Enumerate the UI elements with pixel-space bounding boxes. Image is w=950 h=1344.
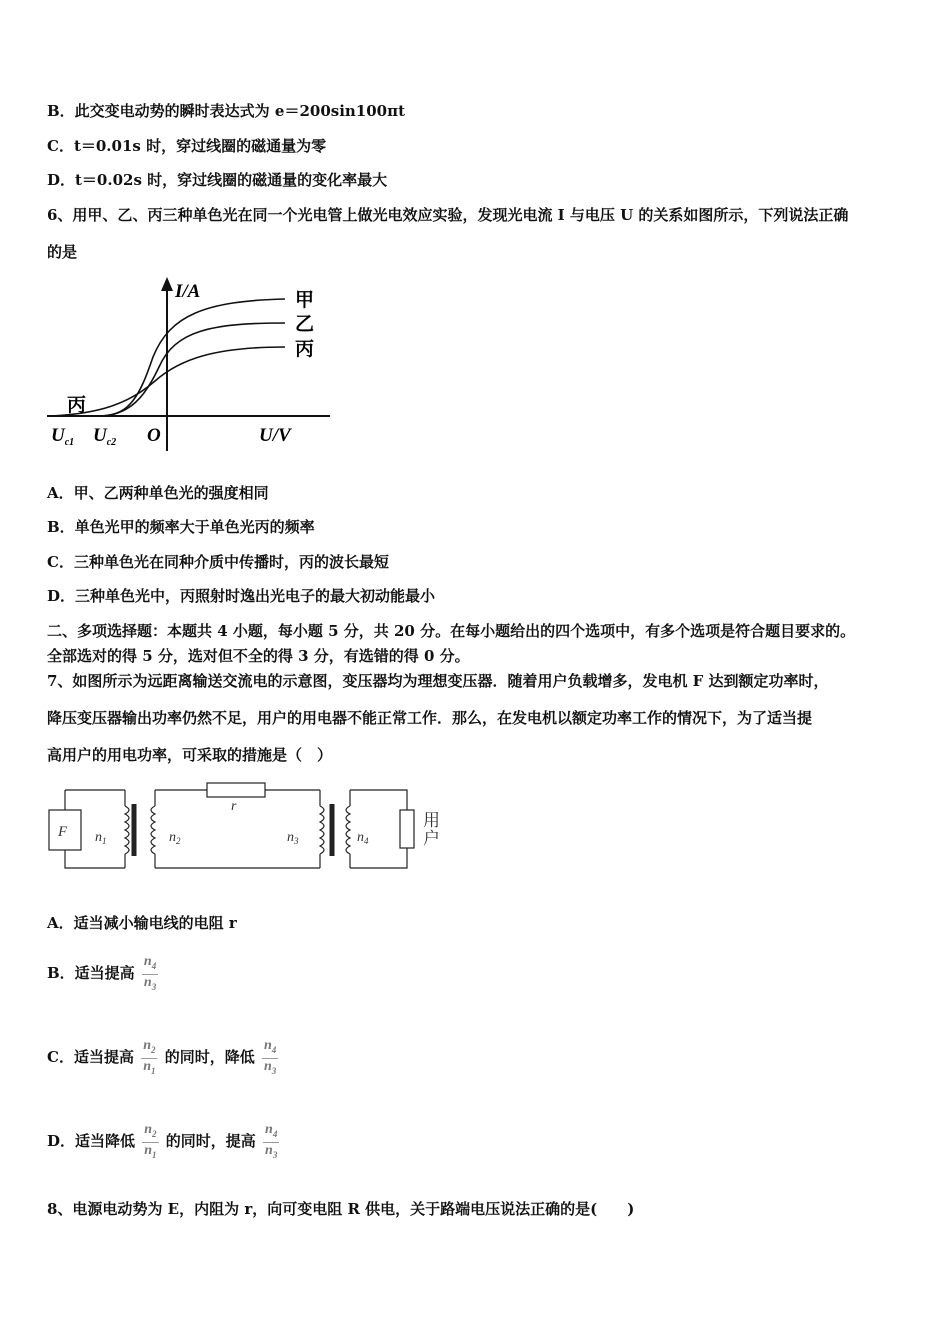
q7-option-d-middle: 的同时，提高 bbox=[165, 1132, 256, 1150]
q7-option-a: A．适当减小输电线的电阻 r bbox=[47, 914, 237, 932]
q7-option-b bbox=[47, 948, 160, 998]
user-label-1: 用 bbox=[423, 811, 440, 830]
fraction-n4-over-n3: $\frac{n_4}{n_3}$ bbox=[265, 1121, 278, 1160]
q7-stem-line3: 高用户的用电功率，可采取的措施是（ ） bbox=[47, 746, 333, 764]
y-axis-arrow bbox=[161, 277, 173, 291]
coil-n2 bbox=[151, 806, 155, 854]
origin-label: O bbox=[147, 425, 161, 446]
x-axis-label: U/V bbox=[259, 425, 291, 446]
curve-bing-label: 丙 bbox=[295, 339, 315, 360]
section2-line2: 全部选对的得 5 分，选对但不全的得 3 分，有选错的得 0 分。 bbox=[47, 647, 470, 665]
bing-bottom-label: 丙 bbox=[67, 395, 87, 416]
n2-label: $n_2$ bbox=[169, 830, 181, 846]
q5-option-c: C．t＝0.01s 时，穿过线圈的磁通量为零 bbox=[47, 137, 327, 155]
q7-option-d-prefix: D．适当降低 bbox=[47, 1132, 136, 1150]
q7-option-c-prefix: C．适当提高 bbox=[47, 1048, 134, 1066]
q7-option-c-middle: 的同时，降低 bbox=[164, 1048, 255, 1066]
q5-option-b: B．此交变电动势的瞬时表达式为 e＝200sin100πt bbox=[47, 102, 406, 120]
user-loop bbox=[350, 790, 407, 868]
coil-n3 bbox=[320, 806, 324, 854]
q5-option-d: D．t＝0.02s 时，穿过线圈的磁通量的变化率最大 bbox=[47, 171, 388, 189]
fraction-n2-over-n1: $\frac{n_2}{n_1}$ bbox=[144, 1121, 157, 1160]
coil-n1 bbox=[125, 806, 129, 854]
q6-option-c: C．三种单色光在同种介质中传播时，丙的波长最短 bbox=[47, 553, 389, 571]
q6-option-a: A．甲、乙两种单色光的强度相同 bbox=[47, 484, 269, 502]
power-transmission-diagram bbox=[45, 778, 455, 878]
uc2-label: $U_{c2}$ bbox=[93, 425, 117, 448]
q7-stem-line2: 降压变压器输出功率仍然不足，用户的用电器不能正常工作．那么，在发电机以额定功率工作的情况下，为了适当提 bbox=[47, 709, 813, 727]
user-label-2: 户 bbox=[423, 829, 440, 848]
resistor-label: r bbox=[231, 799, 237, 814]
user-load bbox=[400, 810, 414, 848]
curve-jia bbox=[100, 299, 285, 416]
photoelectric-iu-graph bbox=[45, 275, 345, 455]
resistor-r bbox=[207, 783, 265, 797]
curve-jia-label: 甲 bbox=[295, 290, 315, 311]
q7-option-b-prefix: B．适当提高 bbox=[47, 964, 135, 982]
y-axis-label: I/A bbox=[175, 281, 201, 302]
curve-yi-label: 乙 bbox=[295, 314, 315, 335]
generator-label: F bbox=[58, 824, 68, 840]
q6-stem-line2: 的是 bbox=[47, 243, 78, 261]
q8-stem: 8、电源电动势为 E，内阻为 r，向可变电阻 R 供电，关于路端电压说法正确的是( ) bbox=[47, 1200, 635, 1218]
q6-option-b: B．单色光甲的频率大于单色光丙的频率 bbox=[47, 518, 315, 536]
curve-yi bbox=[100, 323, 285, 416]
q7-option-d bbox=[47, 1116, 281, 1166]
fraction-n2-over-n1: $\frac{n_2}{n_1}$ bbox=[143, 1037, 156, 1076]
uc1-label: $U_{c1}$ bbox=[51, 425, 75, 448]
coil-n4 bbox=[346, 806, 350, 854]
q7-stem-line1: 7、如图所示为远距离输送交流电的示意图，变压器均为理想变压器．随着用户负载增多，发电机 F 达到额定功率时， bbox=[47, 672, 829, 690]
n3-label: $n_3$ bbox=[287, 830, 299, 846]
n1-label: $n_1$ bbox=[95, 830, 107, 846]
n4-label: $n_4$ bbox=[357, 830, 369, 846]
q6-option-d: D．三种单色光中，丙照射时逸出光电子的最大初动能最小 bbox=[47, 587, 436, 605]
section2-line1: 二、多项选择题：本题共 4 小题，每小题 5 分，共 20 分。在每小题给出的四个选项中，有多个选项是符合题目要求的。 bbox=[47, 622, 856, 640]
q7-option-c bbox=[47, 1032, 280, 1082]
fraction-n4-over-n3: $\frac{n_4}{n_3}$ bbox=[143, 953, 157, 992]
fraction-n4-over-n3: $\frac{n_4}{n_3}$ bbox=[263, 1037, 277, 1076]
q6-stem-line1: 6、用甲、乙、丙三种单色光在同一个光电管上做光电效应实验，发现光电流 I 与电压 U 的关系如图所示，下列说法正确 bbox=[47, 206, 849, 224]
